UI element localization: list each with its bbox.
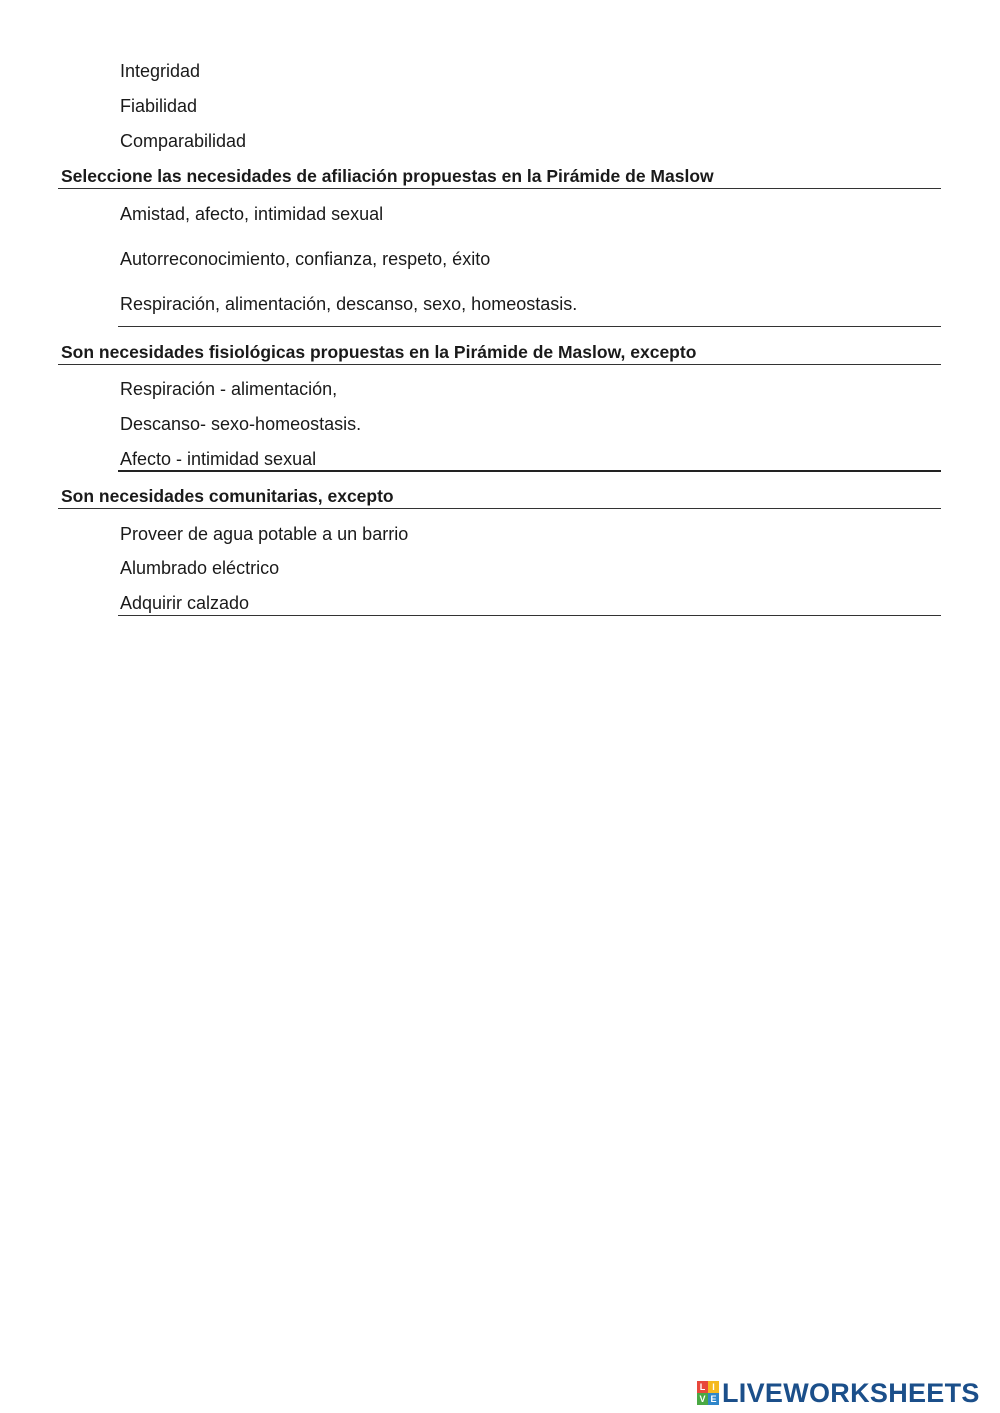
- logo-letter-i: I: [708, 1381, 719, 1393]
- liveworksheets-logo-icon: [697, 1381, 719, 1405]
- question-2-divider: [58, 364, 941, 365]
- q3-option-1[interactable]: Proveer de agua potable a un barrio: [120, 524, 409, 544]
- question-1-title: Seleccione las necesidades de afiliación propuestas en la Pirámide de Maslow: [61, 166, 714, 186]
- q3-options-divider: [118, 615, 941, 616]
- q1-options-divider: [118, 326, 941, 327]
- question-2-title: Son necesidades fisiológicas propuestas en la Pirámide de Maslow, excepto: [61, 342, 697, 362]
- option-fiabilidad[interactable]: Fiabilidad: [120, 96, 198, 116]
- option-integridad[interactable]: Integridad: [120, 61, 201, 81]
- q2-options-divider: [118, 470, 941, 472]
- q2-option-1[interactable]: Respiración - alimentación,: [120, 379, 338, 399]
- liveworksheets-brand: [697, 1378, 980, 1408]
- q3-option-2[interactable]: Alumbrado eléctrico: [120, 558, 280, 578]
- q2-option-2[interactable]: Descanso- sexo-homeostasis.: [120, 414, 362, 434]
- q1-option-3[interactable]: Respiración, alimentación, descanso, sexo, homeostasis.: [120, 294, 578, 314]
- q2-option-3[interactable]: Afecto - intimidad sexual: [120, 449, 317, 469]
- q3-option-3[interactable]: Adquirir calzado: [120, 593, 250, 613]
- logo-letter-e: E: [708, 1393, 719, 1405]
- question-3-divider: [58, 508, 941, 509]
- option-comparabilidad[interactable]: Comparabilidad: [120, 131, 247, 151]
- q1-option-2[interactable]: Autorreconocimiento, confianza, respeto, éxito: [120, 249, 491, 269]
- question-3-title: Son necesidades comunitarias, excepto: [61, 486, 394, 506]
- question-1-divider: [58, 188, 941, 189]
- logo-letter-v: V: [697, 1393, 708, 1405]
- brand-wordmark: LIVEWORKSHEETS: [722, 1377, 980, 1408]
- logo-letter-l: L: [697, 1381, 708, 1393]
- q1-option-1[interactable]: Amistad, afecto, intimidad sexual: [120, 204, 384, 224]
